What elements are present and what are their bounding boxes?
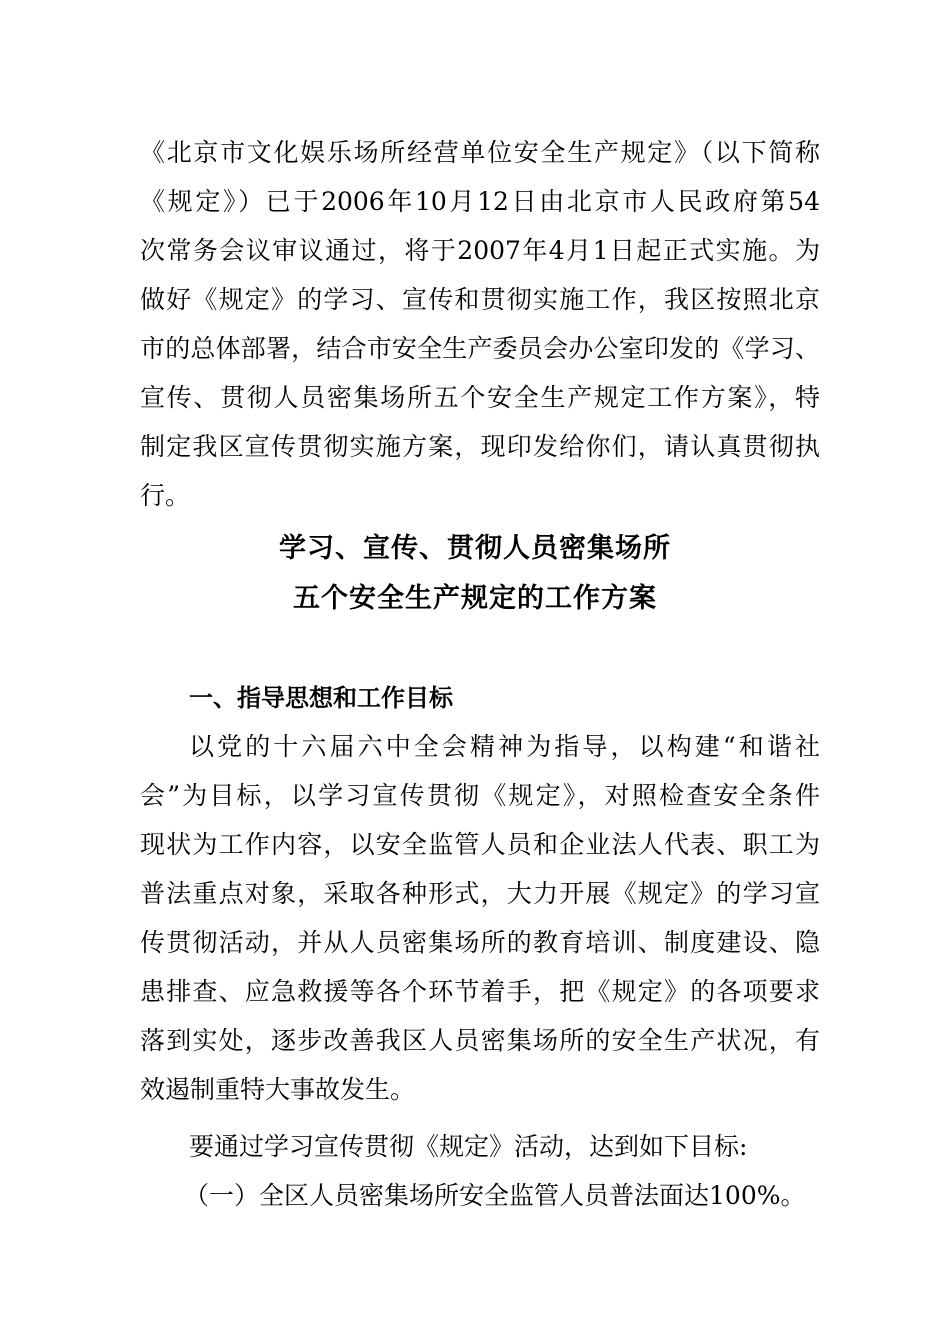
section-paragraph-line-7: 落到实处，逐步改善我区人员密集场所的安全生产状况，有 — [140, 1026, 820, 1055]
intro-line-7: 制定我区宣传贯彻实施方案，现印发给你们，请认真贯彻执 — [140, 432, 820, 461]
section-heading: 一、指导思想和工作目标 — [189, 684, 453, 712]
goals-intro: 要通过学习宣传贯彻《规定》活动，达到如下目标: — [189, 1132, 748, 1161]
document-title-line-1: 学习、宣传、贯彻人员密集场所 — [279, 533, 671, 564]
section-paragraph-line-2: 会”为目标，以学习宣传贯彻《规定》，对照检查安全条件 — [140, 781, 820, 810]
section-paragraph-line-1: 以党的十六届六中全会精神为指导，以构建“和谐社 — [189, 732, 820, 761]
intro-line-3: 次常务会议审议通过，将于2007年4月1日起正式实施。为 — [140, 236, 820, 265]
intro-line-4: 做好《规定》的学习、宣传和贯彻实施工作，我区按照北京 — [140, 285, 820, 314]
goal-item-1: （一）全区人员密集场所安全监管人员普法面达100%。 — [184, 1181, 806, 1210]
intro-line-6: 宣传、贯彻人员密集场所五个安全生产规定工作方案》，特 — [140, 383, 820, 412]
section-paragraph-line-6: 患排查、应急救援等各个环节着手，把《规定》的各项要求 — [140, 977, 820, 1006]
intro-line-5: 市的总体部署，结合市安全生产委员会办公室印发的《学习、 — [140, 334, 820, 363]
document-title-line-2: 五个安全生产规定的工作方案 — [293, 583, 657, 614]
intro-line-2: 《规定》）已于2006年10月12日由北京市人民政府第54 — [140, 187, 820, 216]
intro-line-8: 行。 — [140, 481, 191, 510]
section-paragraph-line-5: 传贯彻活动，并从人员密集场所的教育培训、制度建设、隐 — [140, 928, 820, 957]
section-paragraph-line-3: 现状为工作内容，以安全监管人员和企业法人代表、职工为 — [140, 830, 820, 859]
section-paragraph-line-4: 普法重点对象，采取各种形式，大力开展《规定》的学习宣 — [140, 879, 820, 908]
intro-line-1: 《北京市文化娱乐场所经营单位安全生产规定》（以下简称 — [140, 138, 820, 167]
section-paragraph-line-8: 效遏制重特大事故发生。 — [140, 1075, 416, 1104]
